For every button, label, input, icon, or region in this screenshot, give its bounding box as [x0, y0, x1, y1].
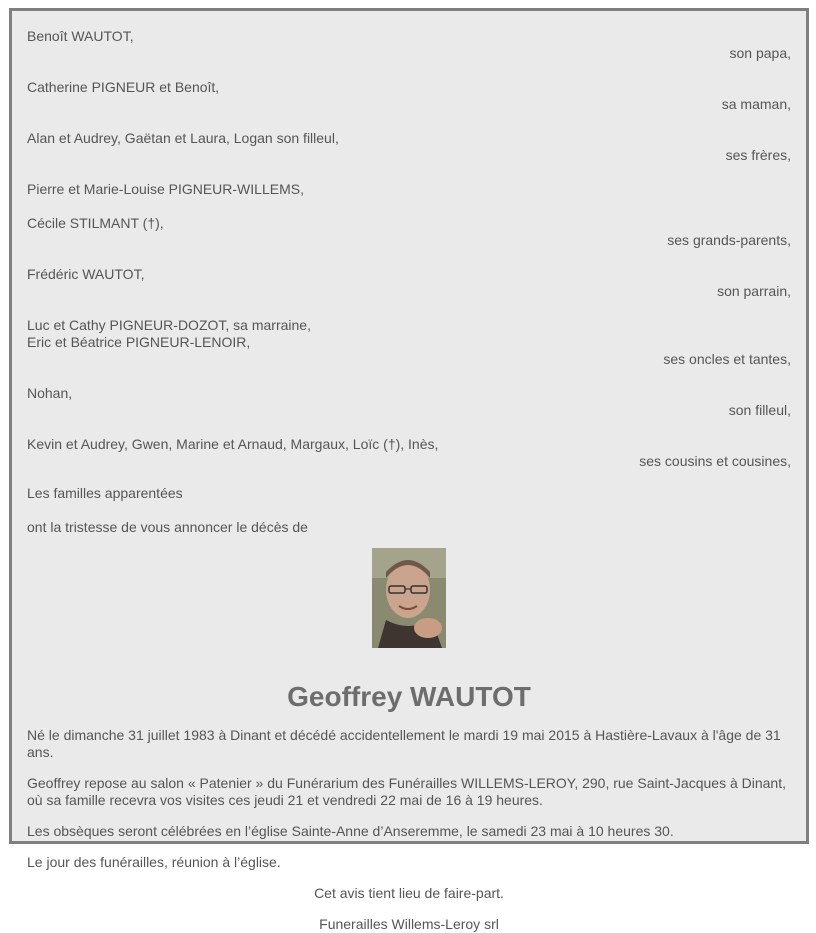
- family-relation: ses frères,: [725, 147, 791, 163]
- family-entry: [27, 215, 791, 249]
- family-names: Catherine PIGNEUR et Benoît,: [27, 79, 220, 95]
- family-entry: [27, 266, 791, 300]
- obituary-frame: [9, 8, 809, 932]
- family-entry: [27, 181, 791, 198]
- family-names: Alan et Audrey, Gaëtan et Laura, Logan son filleul,: [27, 130, 339, 146]
- family-relation: ses grands-parents,: [667, 232, 791, 248]
- family-relation: son parrain,: [717, 283, 791, 299]
- family-names: Kevin et Audrey, Gwen, Marine et Arnaud, Margaux, Loïc (†), Inès,: [27, 436, 439, 452]
- announcement: ont la tristesse de vous annoncer le décès de: [27, 519, 308, 535]
- obituary-content: [27, 11, 791, 933]
- detail-paragraph: Le jour des funérailles, réunion à l’église.: [27, 854, 281, 870]
- family-list: [27, 28, 791, 470]
- family-names: Eric et Béatrice PIGNEUR-LENOIR,: [27, 334, 251, 350]
- family-names: Benoît WAUTOT,: [27, 28, 134, 44]
- family-entry: [27, 436, 791, 470]
- detail-paragraph: Né le dimanche 31 juillet 1983 à Dinant et décédé accidentellement le mardi 19 mai 2015 à Hastière-Lavaux à l'âge de 31 ans.: [27, 727, 781, 760]
- family-entry: [27, 317, 791, 368]
- family-relation: son filleul,: [728, 402, 791, 418]
- family-names: Nohan,: [27, 385, 73, 401]
- details: [27, 727, 791, 871]
- photo-wrap: [27, 548, 791, 648]
- funeral-home: Funerailles Willems-Leroy srl: [319, 916, 499, 932]
- deceased-photo: [372, 548, 446, 648]
- detail-paragraph: Les obsèques seront célébrées en l’église Sainte-Anne d’Anseremme, le samedi 23 mai à 10 heures 30.: [27, 823, 674, 839]
- family-relation: sa maman,: [721, 96, 791, 112]
- detail-paragraph: Geoffrey repose au salon « Patenier » du Funérarium des Funérailles WILLEMS-LEROY, 290, rue Saint-Jacques à Dinant, où sa famille recevra vos visites ces jeudi 21 et vendredi 22 mai de 16 à 19 heures.: [27, 775, 787, 808]
- family-names: Pierre et Marie-Louise PIGNEUR-WILLEMS,: [27, 181, 304, 197]
- families-related: Les familles apparentées: [27, 485, 183, 501]
- notice: Cet avis tient lieu de faire-part.: [314, 885, 504, 901]
- family-entry: [27, 79, 791, 113]
- family-relation: ses oncles et tantes,: [663, 351, 791, 367]
- family-names: Cécile STILMANT (†),: [27, 215, 164, 231]
- family-relation: ses cousins et cousines,: [639, 453, 791, 469]
- family-names: Frédéric WAUTOT,: [27, 266, 145, 282]
- family-relation: son papa,: [729, 45, 791, 61]
- family-entry: [27, 130, 791, 164]
- deceased-name: Geoffrey WAUTOT: [287, 681, 531, 712]
- family-entry: [27, 28, 791, 62]
- family-entry: [27, 385, 791, 419]
- family-names: Luc et Cathy PIGNEUR-DOZOT, sa marraine,: [27, 317, 311, 333]
